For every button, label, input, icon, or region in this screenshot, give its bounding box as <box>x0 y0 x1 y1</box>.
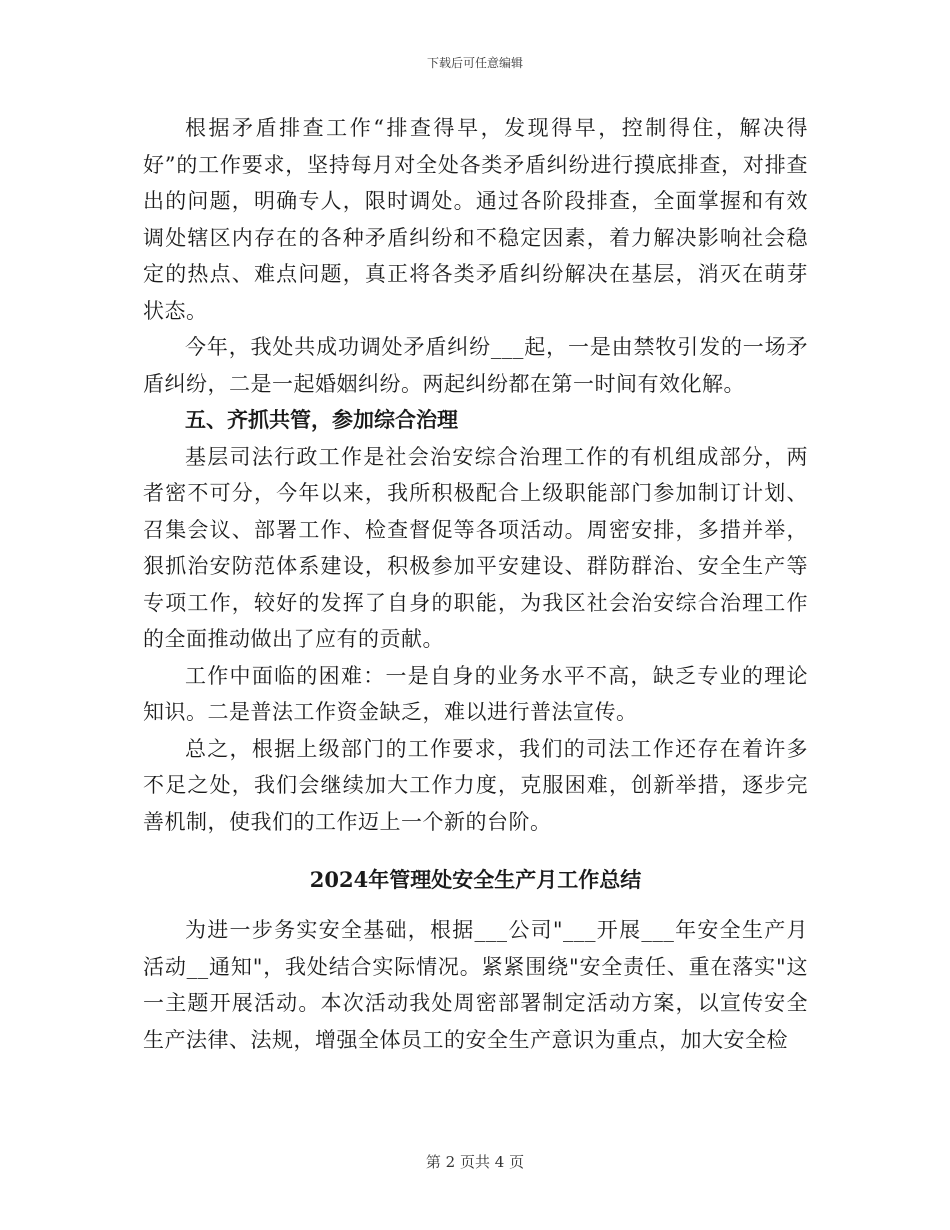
body-paragraph: 工作中面临的困难：一是自身的业务水平不高，缺乏专业的理论知识。二是普法工作资金缺乏，难以进行普法宣传。 <box>143 663 808 724</box>
section-heading: 五、齐抓共管，参加综合治理 <box>185 407 458 432</box>
body-paragraph: 为进一步务实安全基础，根据___公司"___开展___年安全生产月活动__通知"，我处结合实际情况。紧紧围绕"安全责任、重在落实"这一主题开展活动。本次活动我处周密部署制定活动方案，以宣传安全生产法律、法规，增强全体员工的安全生产意识为重点，加大安全检 <box>143 918 808 1052</box>
document-title: 2024年管理处安全生产月工作总结 <box>309 867 642 892</box>
document-body <box>143 110 808 1058</box>
body-paragraph: 总之，根据上级部门的工作要求，我们的司法工作还存在着许多不足之处，我们会继续加大工作力度，克服困难，创新举措，逐步完善机制，使我们的工作迈上一个新的台阶。 <box>143 736 808 834</box>
body-paragraph: 今年，我处共成功调处矛盾纠纷___起，一是由禁牧引发的一场矛盾纠纷，二是一起婚姻纠纷。两起纠纷都在第一时间有效化解。 <box>143 335 808 396</box>
body-paragraph: 根据矛盾排查工作“排查得早，发现得早，控制得住，解决得好”的工作要求，坚持每月对全处各类矛盾纠纷进行摸底排查，对排查出的问题，明确专人，限时调处。通过各阶段排查，全面掌握和有效调处辖区内存在的各种矛盾纠纷和不稳定因素，着力解决影响社会稳定的热点、难点问题，真正将各类矛盾纠纷解决在基层，消灭在萌芽状态。 <box>143 116 808 323</box>
body-paragraph: 基层司法行政工作是社会治安综合治理工作的有机组成部分，两者密不可分，今年以来，我所积极配合上级职能部门参加制订计划、召集会议、部署工作、检查督促等各项活动。周密安排，多措并举，狠抓治安防范体系建设，积极参加平安建设、群防群治、安全生产等专项工作，较好的发挥了自身的职能，为我区社会治安综合治理工作的全面推动做出了应有的贡献。 <box>143 444 808 651</box>
page-header: 下载后可任意编辑 <box>426 56 523 70</box>
page-footer: 第 2 页共 4 页 <box>425 1153 525 1171</box>
